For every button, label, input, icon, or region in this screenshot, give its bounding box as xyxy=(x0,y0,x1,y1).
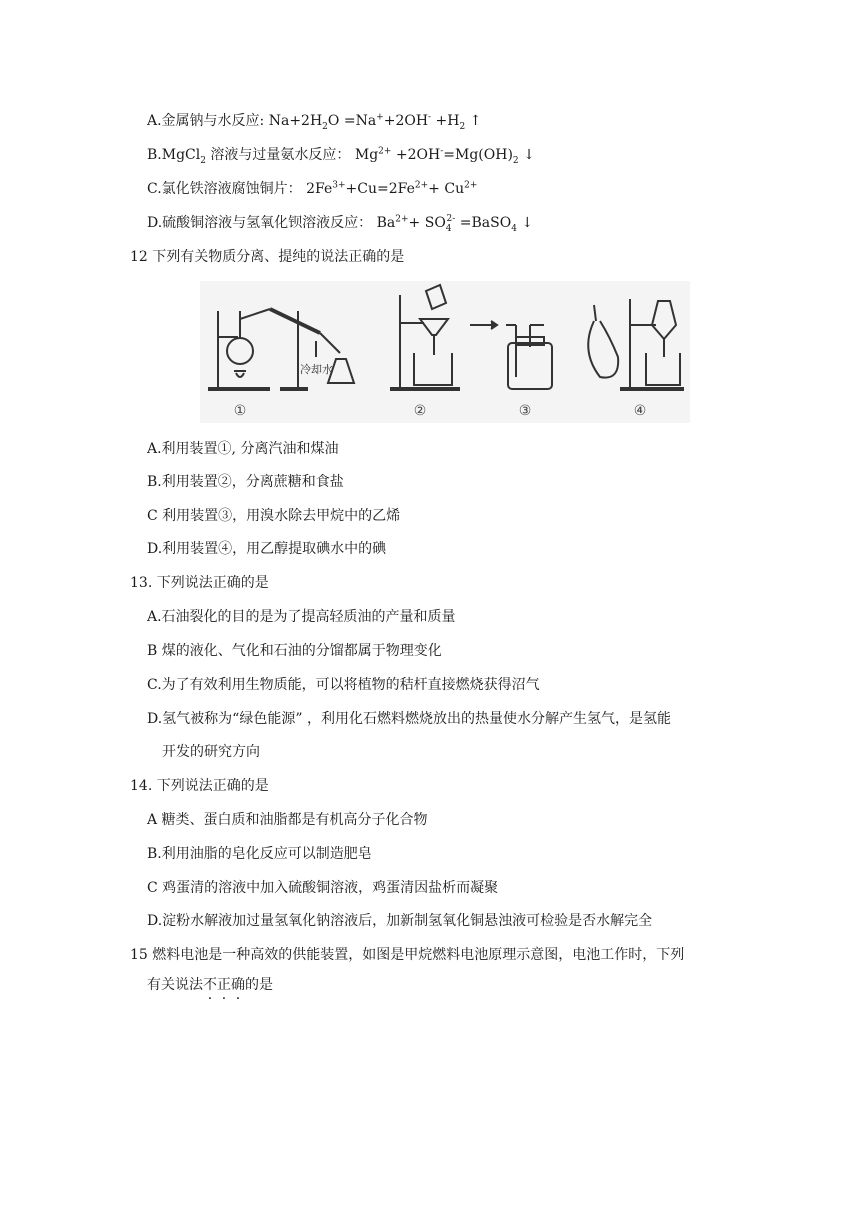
q12-option-c: C 利用装置③，用溴水除去甲烷中的乙烯 xyxy=(147,508,401,524)
q13-option-d-continuation: 开发的研究方向 xyxy=(162,744,260,760)
emphasis-char: 确 xyxy=(231,977,245,993)
cooling-water-label: 冷却水 xyxy=(300,363,333,376)
q15-stem: 15 燃料电池是一种高效的供能装置，如图是甲烷燃料电池原理示意图，电池工作时，下列 xyxy=(130,947,685,963)
q14-stem: 14. 下列说法正确的是 xyxy=(130,778,269,794)
q14-option-a: A 糖类、蛋白质和油脂都是有机高分子化合物 xyxy=(147,812,428,828)
figure-label-1: ① xyxy=(233,403,247,419)
q12-stem: 12 下列有关物质分离、提纯的说法正确的是 xyxy=(130,249,405,265)
emphasis-char: 正 xyxy=(217,977,231,993)
emphasis-char: 不 xyxy=(203,977,217,993)
q11-option-c: C.氯化铁溶液腐蚀铜片： $2Fe^{3+}+Cu=2Fe^{2+}+ Cu^{2+}$ xyxy=(147,180,478,197)
figure-label-4: ④ xyxy=(633,403,647,419)
apparatus-figure xyxy=(200,281,690,423)
q11-option-a: A.金属钠与水反应: $Na+2H_2O =Na^++2OH^- +H_2$ ↑ xyxy=(147,112,482,132)
figure-label-2: ② xyxy=(413,403,427,419)
q13-option-b: B 煤的液化、气化和石油的分馏都属于物理变化 xyxy=(147,643,442,659)
q14-option-c: C 鸡蛋清的溶液中加入硫酸铜溶液，鸡蛋清因盐析而凝聚 xyxy=(147,880,499,896)
q14-option-d: D.淀粉水解液加过量氢氧化钠溶液后，加新制氢氧化铜悬浊液可检验是否水解完全 xyxy=(147,913,653,929)
q14-option-b: B.利用油脂的皂化反应可以制造肥皂 xyxy=(147,846,372,862)
q13-option-a: A.石油裂化的目的是为了提高轻质油的产量和质量 xyxy=(147,609,456,625)
q15-stem-continuation: 有关说法不正确的是 xyxy=(147,977,273,993)
q11-option-b: B.MgCl$_2$ 溶液与过量氨水反应： $Mg^{2+} +2OH^-=Mg(OH)_2$ ↓ xyxy=(147,146,535,166)
figure-label-3: ③ xyxy=(518,403,532,419)
q12-option-b: B.利用装置②，分离蔗糖和食盐 xyxy=(147,474,344,490)
q13-stem: 13. 下列说法正确的是 xyxy=(130,575,269,591)
q13-option-d: D.氢气被称为“绿色能源” ，利用化石燃料燃烧放出的热量使水分解产生氢气，是氢能 xyxy=(147,711,671,727)
q12-option-d: D.利用装置④，用乙醇提取碘水中的碘 xyxy=(147,541,387,557)
q13-option-c: C.为了有效利用生物质能，可以将植物的秸杆直接燃烧获得沼气 xyxy=(147,677,540,693)
q12-option-a: A.利用装置①, 分离汽油和煤油 xyxy=(147,441,339,457)
q11-option-d: D.硫酸铜溶液与氢氧化钡溶液反应： $Ba^{2+}+ SO_4^{2-}$ =BaSO$_4$ ↓ xyxy=(147,214,534,234)
